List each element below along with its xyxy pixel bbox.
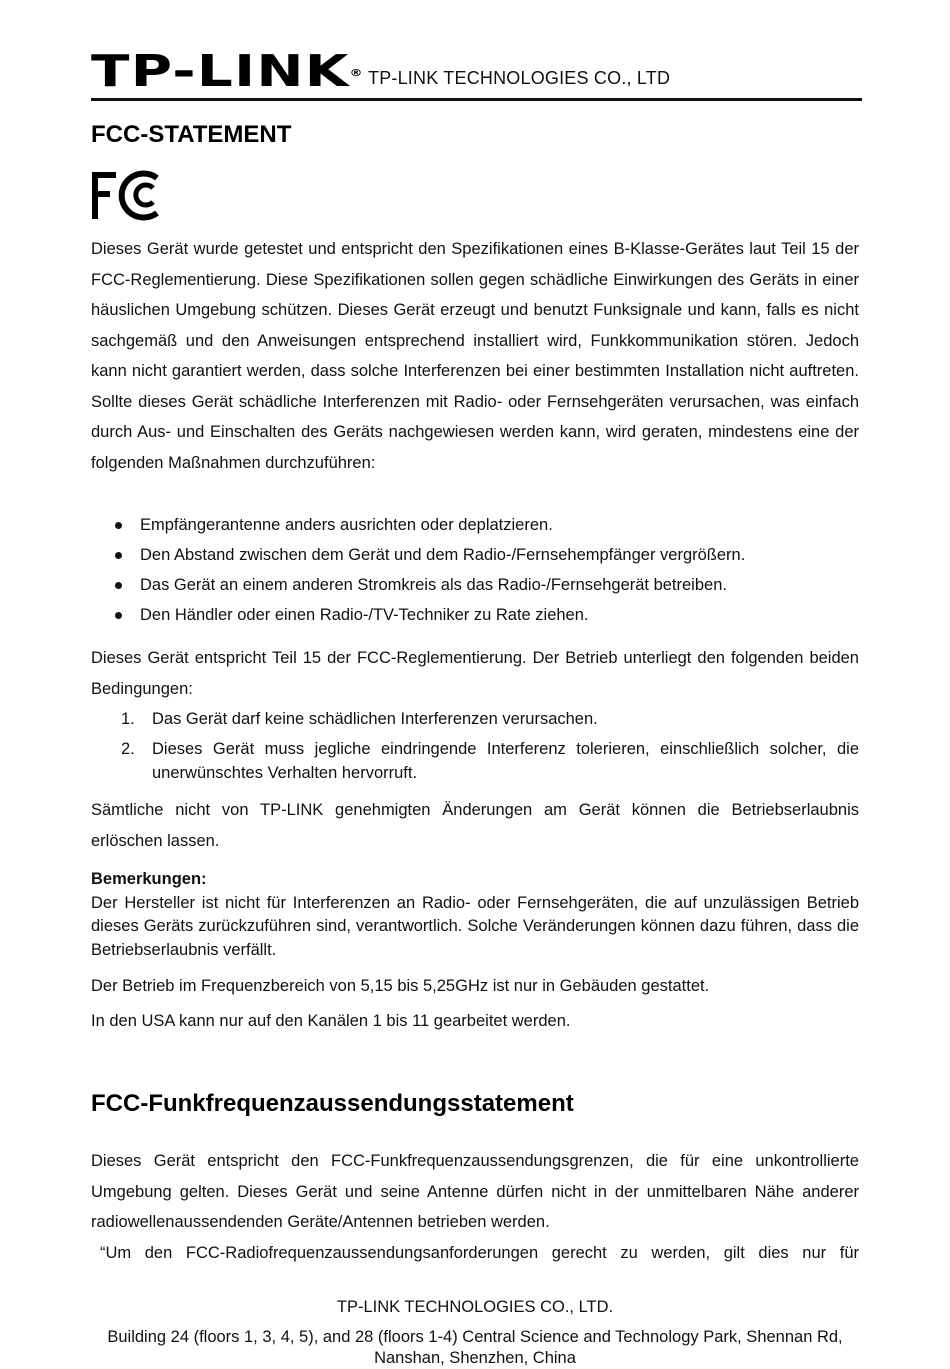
fcc-logo-icon <box>91 169 163 221</box>
header-company-name: TP-LINK TECHNOLOGIES CO., LTD <box>368 68 671 88</box>
list-item: Empfängerantenne anders ausrichten oder deplatzieren. <box>91 510 859 540</box>
bullet-icon <box>115 582 122 589</box>
bullet-icon <box>115 552 122 559</box>
bullet-icon <box>115 612 122 619</box>
fcc-statement-heading: FCC-STATEMENT <box>91 121 292 148</box>
remarks-label: Bemerkungen: <box>91 870 207 888</box>
conditions-list <box>91 707 859 791</box>
intro-paragraph: Dieses Gerät wurde getestet und entspricht den Spezifikationen eines B-Klasse-Gerätes laut Teil 15 der FCC-Reglementierung. Diese Spezifikationen sollen gegen schädliche Einwirkungen des Geräts in einer häuslichen Umgebung schützen. Dieses Gerät erzeugt und benutzt Funksignale und kann, falls es nicht sachgemäß und den Anweisungen entsprechend installiert wird, Funkkommunikation stören. Jedoch kann nicht garantiert werden, dass solche Interferenzen bei einer bestimmten Installation nicht auftreten. Sollte dieses Gerät schädliche Interferenzen mit Radio- oder Fernsehgeräten verursachen, was einfach durch Aus- und Einschalten des Geräts nachgewiesen werden kann, wird geraten, mindestens eine der folgenden Maßnahmen durchzuführen: <box>91 240 859 472</box>
footer-address-line2: Nanshan, Shenzhen, China <box>374 1349 576 1367</box>
rf-quote-paragraph: “Um den FCC-Radiofrequenzaussendungsanforderungen gerecht zu werden, gilt dies nur für <box>100 1244 859 1262</box>
part15-paragraph: Dieses Gerät entspricht Teil 15 der FCC-Reglementierung. Der Betrieb unterliegt den folgenden beiden Bedingungen: <box>91 649 859 698</box>
list-item: Den Abstand zwischen dem Gerät und dem Radio-/Fernsehempfänger vergrößern. <box>91 540 859 570</box>
footer-address-line1: Building 24 (floors 1, 3, 4, 5), and 28 (floors 1-4) Central Science and Technology Park, Shennan Rd, <box>107 1328 843 1346</box>
measures-list <box>91 510 859 630</box>
list-item: 2. Dieses Gerät muss jegliche eindringende Interferenz tolerieren, einschließlich solcher, die unerwünschtes Verhalten hervorruft. <box>121 740 859 782</box>
remarks-text: Der Hersteller ist nicht für Interferenzen an Radio- oder Fernsehgeräten, die auf unzulässigen Betrieb dieses Geräts zurückzuführen sind, verantwortlich. Solche Veränderungen können dazu führen, dass die Betriebserlaubnis verfällt. <box>91 893 859 959</box>
remarks-section <box>91 868 859 962</box>
list-item: 1. Das Gerät darf keine schädlichen Interferenzen verursachen. <box>121 710 598 728</box>
channels-paragraph: In den USA kann nur auf den Kanälen 1 bis 11 gearbeitet werden. <box>91 1012 571 1030</box>
footer-company: TP-LINK TECHNOLOGIES CO., LTD. <box>336 1298 614 1316</box>
rf-statement-heading: FCC-Funkfrequenzaussendungsstatement <box>91 1090 574 1117</box>
changes-paragraph: Sämtliche nicht von TP-LINK genehmigten Änderungen am Gerät können die Betriebserlaubnis erlöschen lassen. <box>91 801 859 850</box>
bullet-icon <box>115 522 122 529</box>
tp-link-logo: TP-LINK® <box>91 46 364 97</box>
page-footer <box>91 1296 859 1369</box>
rf-paragraph: Dieses Gerät entspricht den FCC-Funkfrequenzaussendungsgrenzen, die für eine unkontrollierte Umgebung gelten. Dieses Gerät und seine Antenne dürfen nicht in der unmittelbaren Nähe anderer radiowellenaussendenden Geräte/Antennen betrieben werden. <box>91 1152 859 1231</box>
registered-mark: ® <box>349 68 364 79</box>
list-item: Das Gerät an einem anderen Stromkreis als das Radio-/Fernsehgerät betreiben. <box>91 570 859 600</box>
frequency-paragraph: Der Betrieb im Frequenzbereich von 5,15 bis 5,25GHz ist nur in Gebäuden gestattet. <box>91 977 710 995</box>
list-item: Den Händler oder einen Radio-/TV-Techniker zu Rate ziehen. <box>91 600 859 630</box>
page-header <box>91 46 862 101</box>
